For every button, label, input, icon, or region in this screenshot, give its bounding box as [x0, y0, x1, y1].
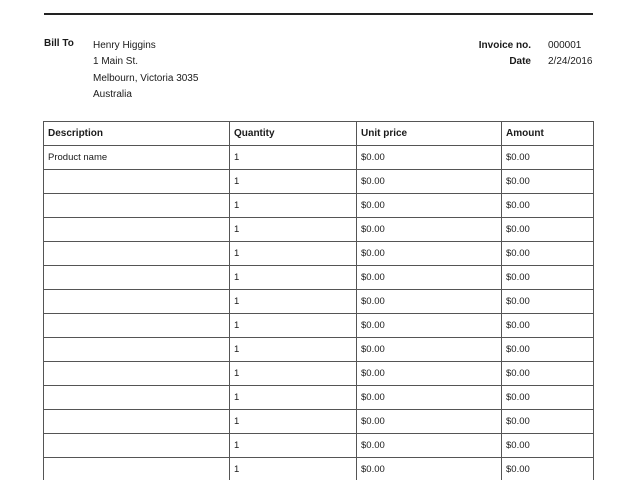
quantity-cell: 1 [230, 170, 357, 194]
quantity-cell: 1 [230, 362, 357, 386]
table-row [44, 218, 594, 242]
amount-cell: $0.00 [502, 170, 594, 194]
description-cell [44, 458, 230, 480]
bill-to-address [93, 38, 198, 103]
table-row [44, 362, 594, 386]
amount-cell: $0.00 [502, 314, 594, 338]
quantity-cell: 1 [230, 290, 357, 314]
address-country: Australia [93, 88, 132, 100]
description-cell [44, 170, 230, 194]
unit-price-cell: $0.00 [357, 386, 502, 410]
invoice-number-label: Invoice no. [478, 40, 531, 51]
amount-cell: $0.00 [502, 242, 594, 266]
invoice-meta-values [548, 38, 593, 71]
table-row [44, 194, 594, 218]
line-items-table [43, 121, 594, 480]
table-row [44, 458, 594, 480]
description-cell [44, 362, 230, 386]
unit-price-cell: $0.00 [357, 458, 502, 480]
table-row [44, 170, 594, 194]
quantity-cell: 1 [230, 434, 357, 458]
amount-cell: $0.00 [502, 194, 594, 218]
table-row [44, 338, 594, 362]
quantity-cell: 1 [230, 146, 357, 170]
table-row [44, 434, 594, 458]
header-unit-price: Unit price [357, 122, 502, 146]
customer-name: Henry Higgins [93, 40, 156, 51]
quantity-cell: 1 [230, 194, 357, 218]
amount-cell: $0.00 [502, 146, 594, 170]
unit-price-cell: $0.00 [357, 266, 502, 290]
quantity-cell: 1 [230, 266, 357, 290]
unit-price-cell: $0.00 [357, 194, 502, 218]
unit-price-cell: $0.00 [357, 242, 502, 266]
quantity-cell: 1 [230, 410, 357, 434]
address-city: Melbourn, Victoria 3035 [93, 72, 199, 84]
table-row [44, 266, 594, 290]
table-row [44, 410, 594, 434]
invoice-meta-labels [479, 38, 531, 71]
description-cell [44, 314, 230, 338]
amount-cell: $0.00 [502, 362, 594, 386]
quantity-cell: 1 [230, 338, 357, 362]
unit-price-cell: $0.00 [357, 314, 502, 338]
amount-cell: $0.00 [502, 386, 594, 410]
description-cell [44, 242, 230, 266]
bill-to-label: Bill To [44, 38, 74, 49]
amount-cell: $0.00 [502, 338, 594, 362]
invoice-date: 2/24/2016 [548, 56, 593, 68]
unit-price-cell: $0.00 [357, 338, 502, 362]
amount-cell: $0.00 [502, 458, 594, 480]
description-cell [44, 434, 230, 458]
table-row [44, 314, 594, 338]
unit-price-cell: $0.00 [357, 434, 502, 458]
description-cell [44, 386, 230, 410]
amount-cell: $0.00 [502, 218, 594, 242]
unit-price-cell: $0.00 [357, 170, 502, 194]
header-description: Description [44, 122, 230, 146]
invoice-date-label: Date [509, 56, 531, 68]
description-cell [44, 290, 230, 314]
quantity-cell: 1 [230, 458, 357, 480]
unit-price-cell: $0.00 [357, 290, 502, 314]
table-row [44, 386, 594, 410]
description-cell [44, 410, 230, 434]
unit-price-cell: $0.00 [357, 362, 502, 386]
table-header-row [44, 122, 594, 146]
table-row [44, 146, 594, 170]
unit-price-cell: $0.00 [357, 410, 502, 434]
amount-cell: $0.00 [502, 266, 594, 290]
quantity-cell: 1 [230, 218, 357, 242]
description-cell: Product name [44, 146, 230, 170]
quantity-cell: 1 [230, 386, 357, 410]
table-row [44, 242, 594, 266]
table-row [44, 290, 594, 314]
header-divider [44, 13, 593, 15]
quantity-cell: 1 [230, 314, 357, 338]
address-street: 1 Main St. [93, 56, 139, 68]
description-cell [44, 218, 230, 242]
amount-cell: $0.00 [502, 410, 594, 434]
description-cell [44, 338, 230, 362]
description-cell [44, 266, 230, 290]
invoice-number: 000001 [548, 40, 582, 51]
unit-price-cell: $0.00 [357, 218, 502, 242]
header-amount: Amount [502, 122, 594, 146]
description-cell [44, 194, 230, 218]
header-quantity: Quantity [230, 122, 357, 146]
unit-price-cell: $0.00 [357, 146, 502, 170]
quantity-cell: 1 [230, 242, 357, 266]
amount-cell: $0.00 [502, 290, 594, 314]
amount-cell: $0.00 [502, 434, 594, 458]
